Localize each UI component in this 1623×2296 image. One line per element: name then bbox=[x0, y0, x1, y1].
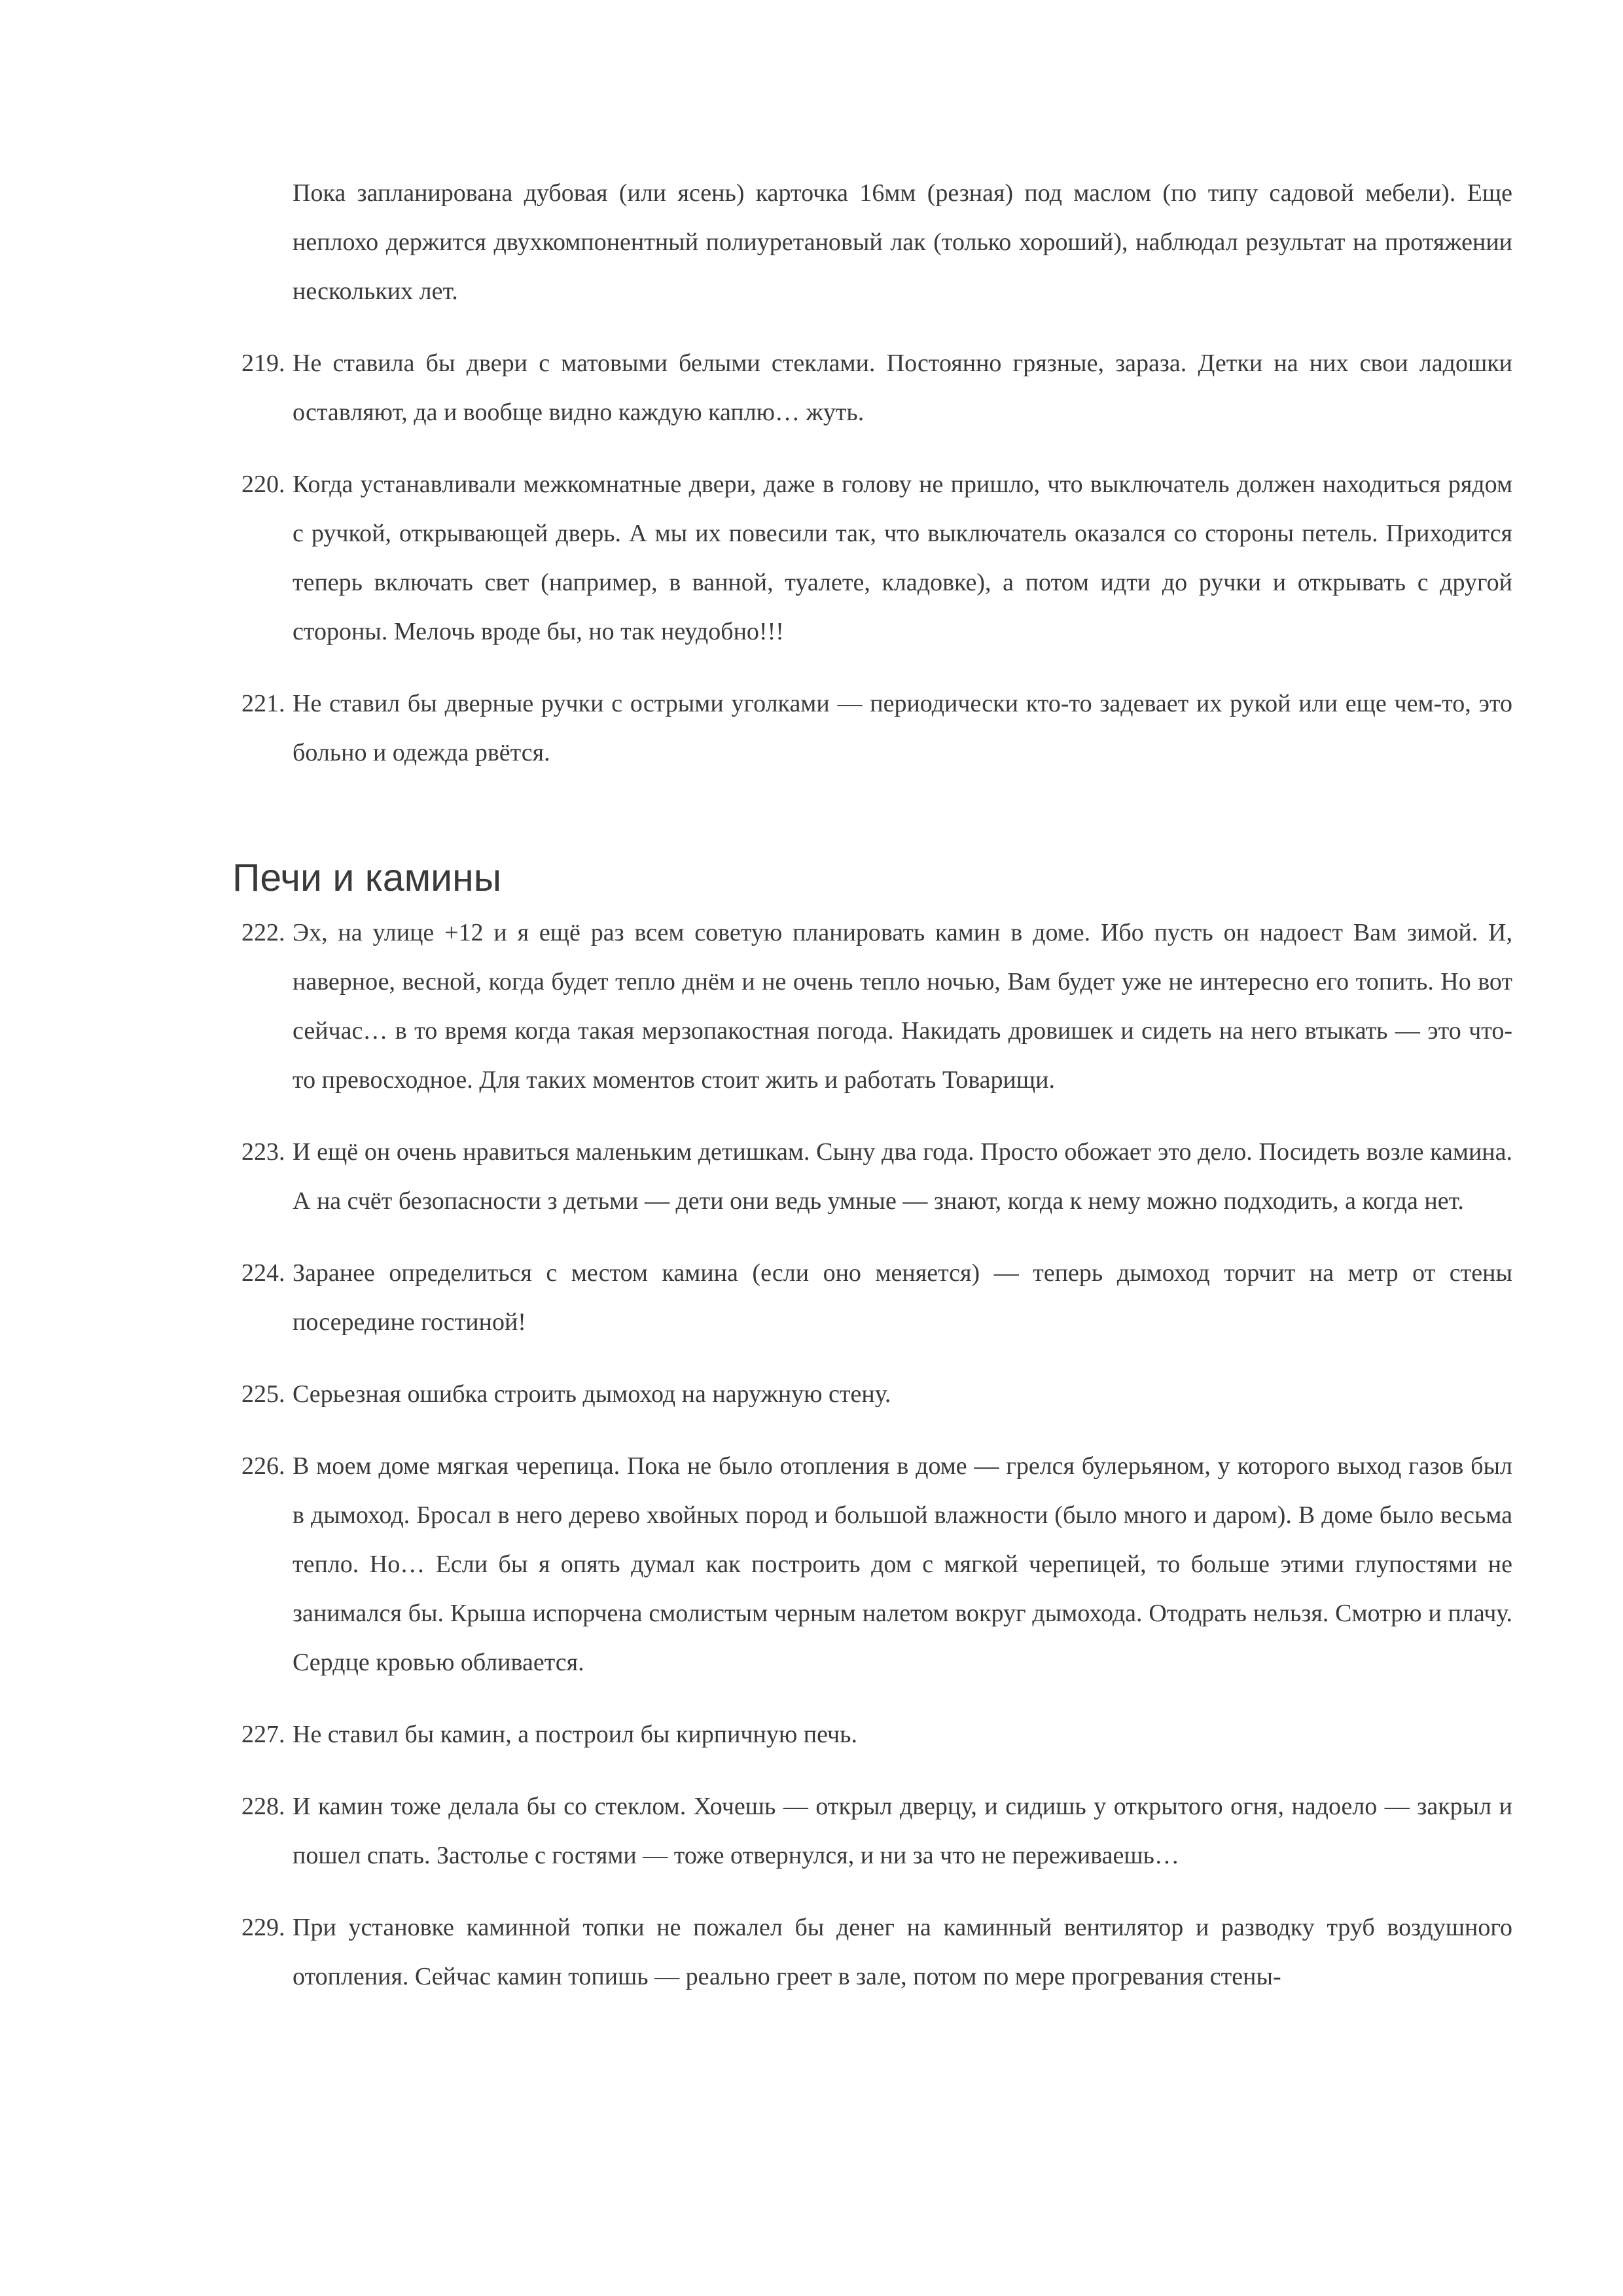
list-item-number: 228. bbox=[241, 1793, 285, 1820]
list-item-222 bbox=[0, 908, 1623, 1105]
list-item-text: И камин тоже делала бы со стеклом. Хочешь — открыл дверцу, и сидишь у открытого огня, надоело — закрыл и пошел спать. Застолье с гостями — тоже отвернулся, и ни за что не переживаешь… bbox=[293, 1793, 1512, 1869]
list-item-continuation bbox=[0, 169, 1623, 316]
list-item-number: 226. bbox=[241, 1452, 285, 1480]
page-content bbox=[0, 169, 1623, 2024]
list-item-number: 222. bbox=[241, 919, 285, 946]
list-item-228 bbox=[0, 1782, 1623, 1880]
list-item-219 bbox=[0, 339, 1623, 437]
list-item-number: 225. bbox=[241, 1380, 285, 1408]
list-item-text: Не ставил бы камин, а построил бы кирпичную печь. bbox=[293, 1721, 857, 1748]
list-item-225 bbox=[0, 1370, 1623, 1419]
list-item-220 bbox=[0, 460, 1623, 656]
list-item-number: 219. bbox=[241, 350, 285, 377]
list-item-229 bbox=[0, 1903, 1623, 2001]
list-item-221 bbox=[0, 679, 1623, 778]
list-item-number: 224. bbox=[241, 1259, 285, 1287]
list-item-226 bbox=[0, 1442, 1623, 1687]
list-item-224 bbox=[0, 1249, 1623, 1347]
list-item-text: Когда устанавливали межкомнатные двери, даже в голову не пришло, что выключатель должен находиться рядом с ручкой, открывающей дверь. А мы их повесили так, что выключатель оказался со стороны петель. Приходится теперь включать свет (например, в ванной, туалете, кладовке), а потом идти до ручки и открывать с другой стороны. Мелочь вроде бы, но так неудобно!!! bbox=[293, 471, 1512, 645]
list-item-227 bbox=[0, 1710, 1623, 1759]
list-item-number: 227. bbox=[241, 1721, 285, 1748]
list-item-number: 223. bbox=[241, 1138, 285, 1166]
list-item-text: Серьезная ошибка строить дымоход на наружную стену. bbox=[293, 1380, 891, 1408]
list-item-number: 221. bbox=[241, 690, 285, 717]
list-item-text: Эх, на улице +12 и я ещё раз всем советую планировать камин в доме. Ибо пусть он надоест Вам зимой. И, наверное, весной, когда будет тепло днём и не очень тепло ночью, Вам будет уже не интересно его топить. Но вот сейчас… в то время когда такая мерзопакостная погода. Накидать дровишек и сидеть на него втыкать — это что-то превосходное. Для таких моментов стоит жить и работать Товарищи. bbox=[293, 919, 1512, 1094]
list-item-223 bbox=[0, 1128, 1623, 1226]
list-item-text: Заранее определиться с местом камина (если оно меняется) — теперь дымоход торчит на метр от стены посередине гостиной! bbox=[293, 1259, 1512, 1336]
list-item-text: Не ставил бы дверные ручки с острыми уголками — периодически кто-то задевает их рукой или еще чем-то, это больно и одежда рвётся. bbox=[293, 690, 1512, 766]
list-item-number: 220. bbox=[241, 471, 285, 498]
list-item-text: И ещё он очень нравиться маленьким детишкам. Сыну два года. Просто обожает это дело. Посидеть возле камина. А на счёт безопасности з детьми — дети они ведь умные — знают, когда к нему можно подходить, а когда нет. bbox=[293, 1138, 1512, 1215]
list-item-text: Пока запланирована дубовая (или ясень) карточка 16мм (резная) под маслом (по типу садовой мебели). Еще неплохо держится двухкомпонентный полиуретановый лак (только хороший), наблюдал результат на протяжении нескольких лет. bbox=[293, 179, 1512, 305]
list-item-text: Не ставила бы двери с матовыми белыми стеклами. Постоянно грязные, зараза. Детки на них свои ладошки оставляют, да и вообще видно каждую каплю… жуть. bbox=[293, 350, 1512, 426]
section-heading: Печи и камины bbox=[232, 856, 502, 899]
section-spacer bbox=[0, 899, 1623, 908]
list-item-text: При установке каминной топки не пожалел бы денег на каминный вентилятор и разводку труб воздушного отопления. Сейчас камин топишь — реально греет в зале, потом по мере прогревания стены- bbox=[293, 1914, 1512, 1990]
list-item-number: 229. bbox=[241, 1914, 285, 1941]
list-item-text: В моем доме мягкая черепица. Пока не было отопления в доме — грелся булерьяном, у которого выход газов был в дымоход. Бросал в него дерево хвойных пород и большой влажности (было много и даром). В доме было весьма тепло. Но… Если бы я опять думал как построить дом с мягкой черепицей, то больше этими глупостями не занимался бы. Крыша испорчена смолистым черным налетом вокруг дымохода. Отодрать нельзя. Смотрю и плачу. Сердце кровью обливается. bbox=[293, 1452, 1512, 1676]
